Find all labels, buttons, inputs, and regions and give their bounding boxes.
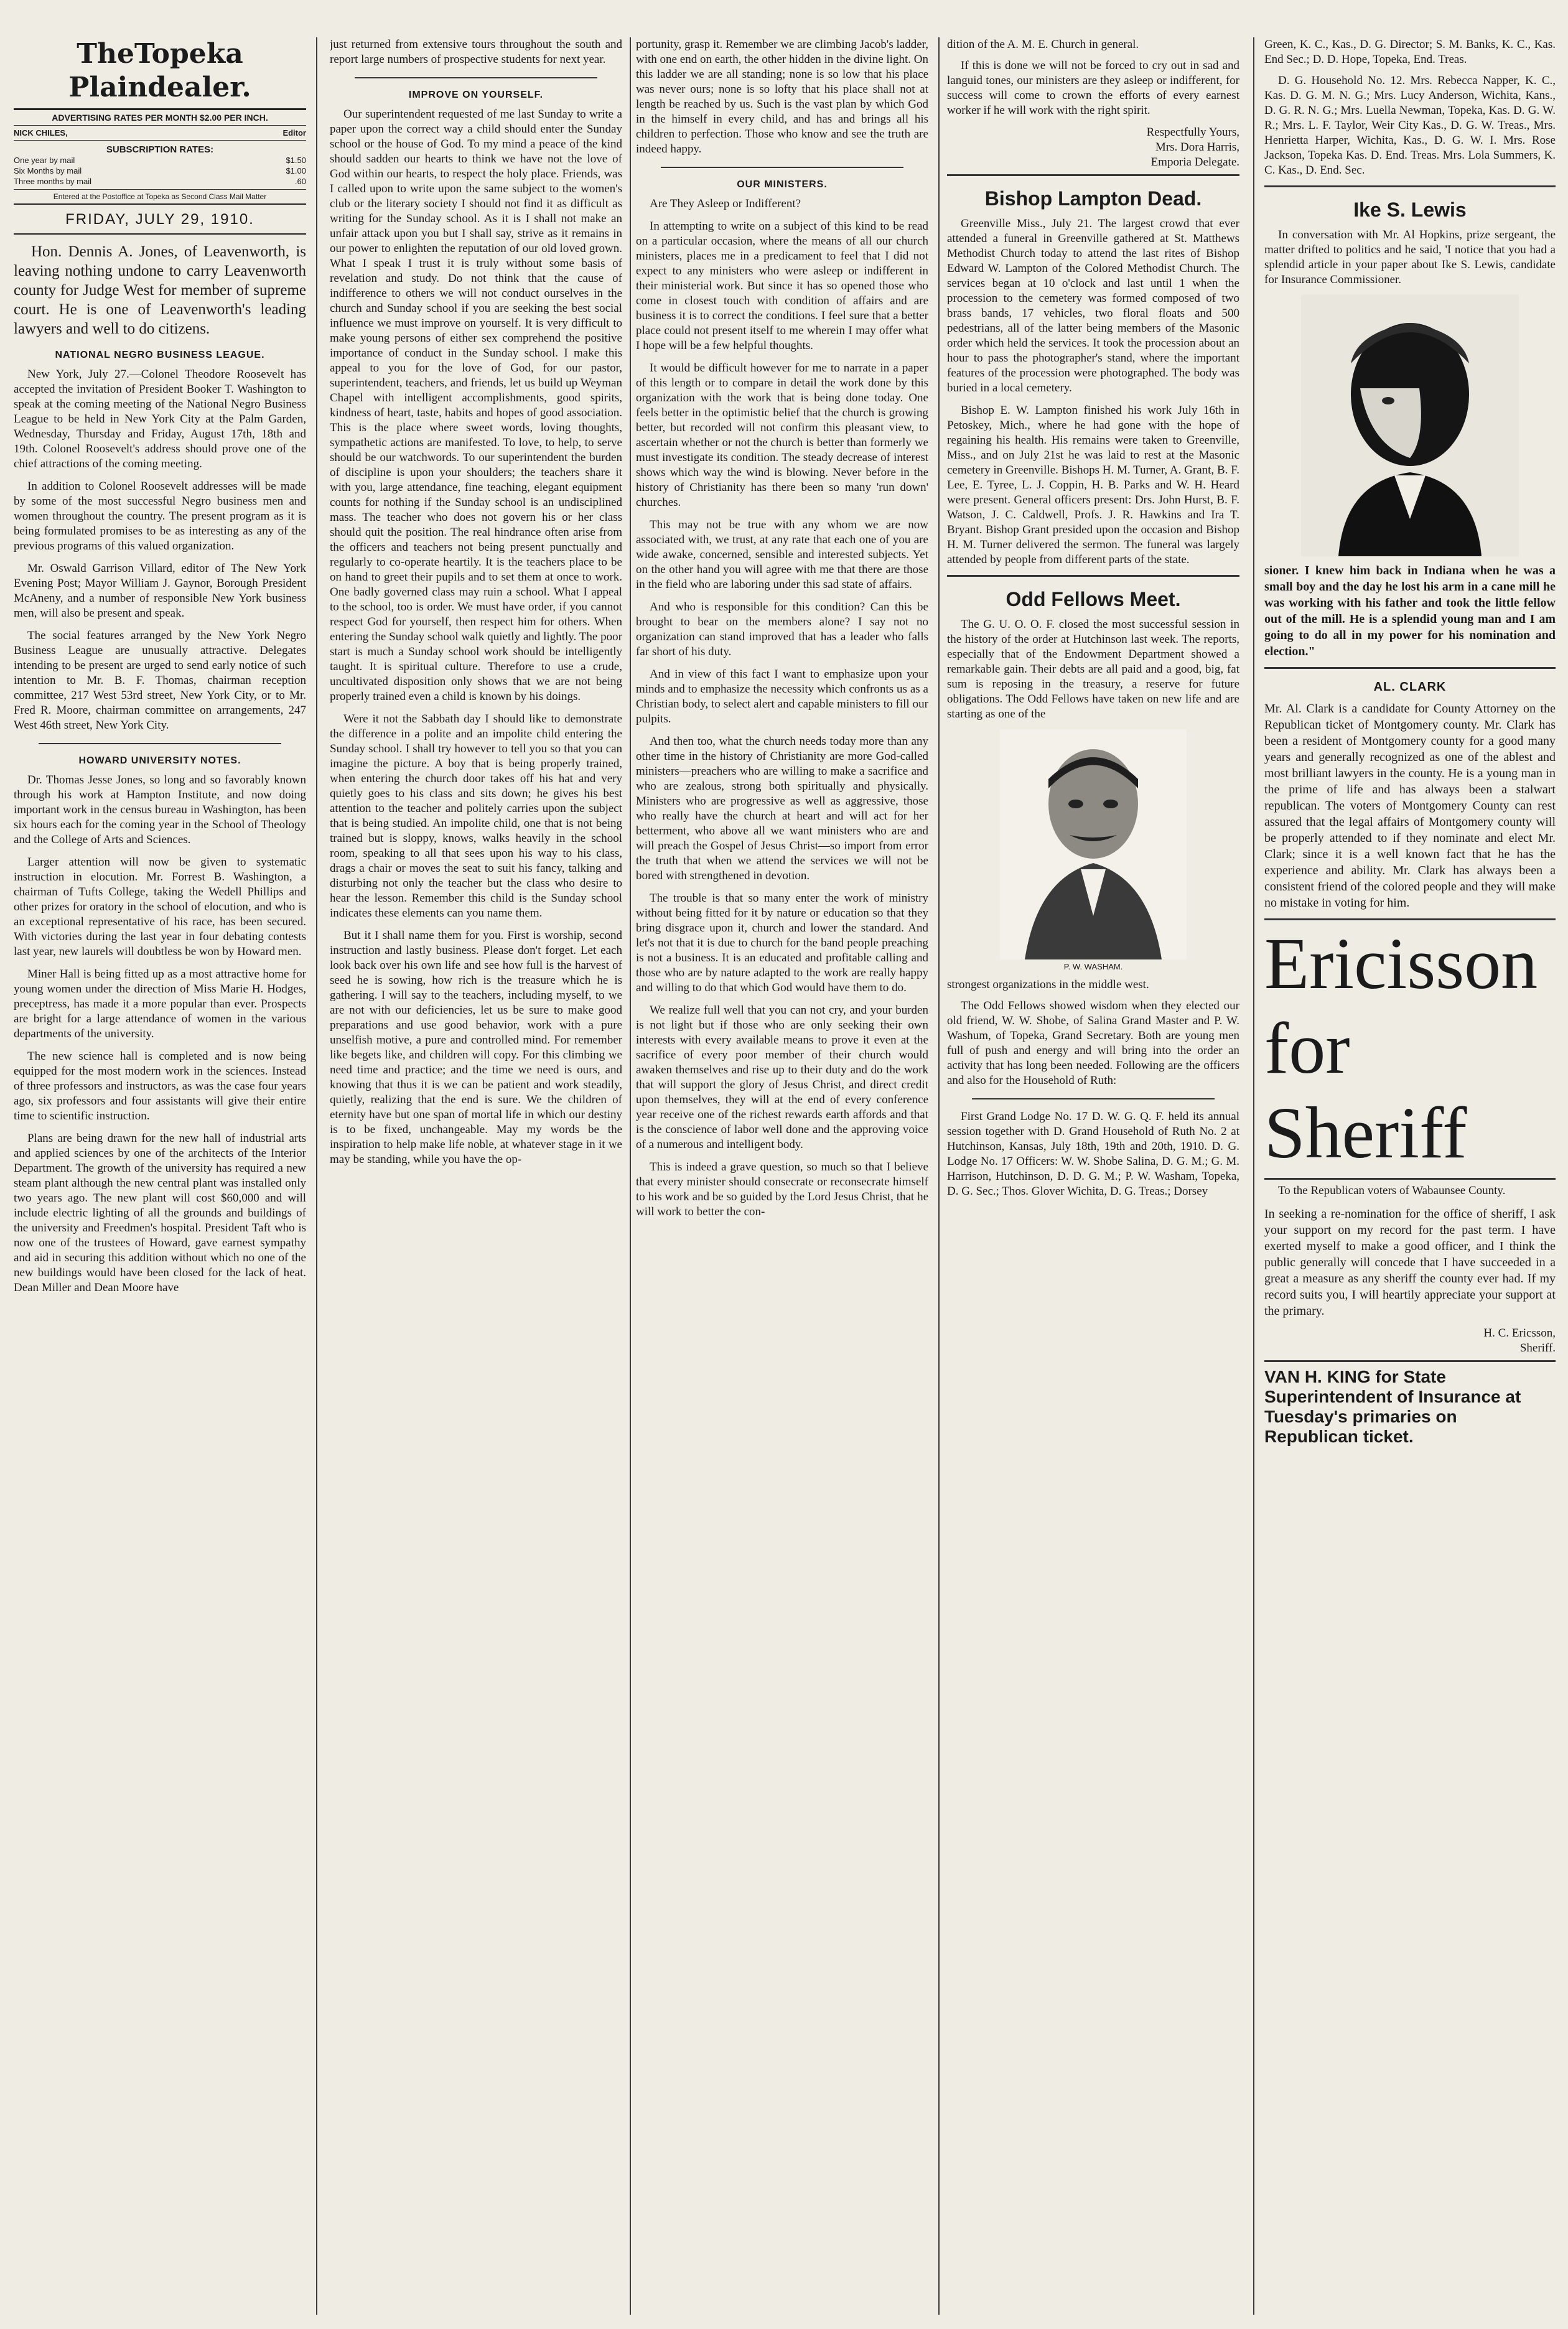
article-paragraph: Miner Hall is being fitted up as a most attractive home for young women under the direction of Miss Marie H. Hodges, preceptress, has made it a more popular than ever. Prospects are bright for a large attendance of women in the various departments of the university. — [14, 968, 306, 1040]
headline-bishop-lampton: Bishop Lampton Dead. — [984, 187, 1202, 210]
headline-ike-lewis: Ike S. Lewis — [1353, 198, 1467, 221]
headline-improve-yourself: IMPROVE ON YOURSELF. — [408, 90, 544, 100]
divider — [1264, 918, 1556, 920]
divider — [355, 77, 597, 78]
sheriff-ad-line: Sheriff — [1264, 1092, 1467, 1174]
article-paragraph: The G. U. O. O. F. closed the most successful session in the history of the order at Hutchinson last week. The reports, especially that of the Endowment Department showed a remarkable gain. Their debts are all paid and a good, big, fat sum is reposing in the treasury, a reserve for future obligations. The Odd Fellows have taken on new life and are starting as one of the — [947, 618, 1239, 721]
article-paragraph: In conversation with Mr. Al Hopkins, prize sergeant, the matter drifted to politics and he said, 'I notice that you had a splendid article in your paper about Ike S. Lewis, candidate for Insurance Commissioner. — [1264, 228, 1556, 286]
article-paragraph: sioner. I knew him back in Indiana when he was a small boy and the day he lost his arm in a cane mill he was working with his father and took the little fellow out of the mill. He is a splendid young man and I am going to do all in my power for his nomination and election." — [1264, 564, 1556, 658]
divider — [972, 1098, 1215, 1099]
editor-name: NICK CHILES, — [14, 128, 68, 138]
article-paragraph: This is indeed a grave question, so much so that I believe that every minister should consecrate or reconsecrate himself to his work and be so guided by the Lord Jesus Christ, that he will work to better the con- — [636, 1160, 928, 1218]
divider — [947, 575, 1239, 577]
subscription-price: .60 — [294, 177, 306, 186]
divider — [1264, 1178, 1556, 1180]
article-paragraph: It would be difficult however for me to narrate in a paper of this length or to compare in detail the work done by this organization with the work that is being done today. One feels better in the optimistic belief that the church is growing better, but recorded will not confirm this pleasant view, to ascertain whether or not the church is better than formerly we must investigate its condition. The steady decrease of interest shows which way the wind is blowing. Never before in the history of Christianity has there been so many 'run down' churches. — [636, 362, 928, 509]
column-rule — [1253, 37, 1254, 2315]
article-paragraph: Our superintendent requested of me last Sunday to write a paper upon the correct way a child should enter the Sunday school or the house of God. To my mind a peace of the kind should sadden our hearts to think we have not the love of God within our hearts, to respect the holy place. Friends, was I called upon to write upon the same subject to the women's club or the literary society I should not find it as difficult as writing for the Sunday school. As it is I shall not make an unfair attack upon you but I shall say, strive as it remains in our power to enlighten the reputation of our old loved grown. What I speak I trust it is truly without some basis of revelation and study. Do not think that the cause of indifference to others we will not conduct ourselves in the church and Sunday school if you are seeking the best social influence we must improve on yourself. It is very difficult to make young persons of either sex comprehend the positive importance of conduct in the Sunday school. I make this appeal to you for the love of God, for our pastor, superintendent, teachers, and friends, let us build up Weyman Chapel with intelligent accomplishments, good spirits, kindness of heart, taste, habits and hopes of good association. This is the place where sweet words, loving thoughts, sympathetic actions are manifested. To love, to help, to serve should be our watchwords. To our superintendent the burden of discipline is upon your shoulders; the teachers share it with you, large attendance, fine teaching, elegant equipment counts for nothing if the Sunday school is an undisciplined mass. The teacher who does not govern his or her class should quit the position. The real hindrance often arise from the officers and teachers not being present punctually and regularly to co-operate heartily. It is the teachers place to be on hand to greet their pupils and to set them at once to work. One badly governed class may ruin a school. What I appeal to the school, too is order. We must have order, if you cannot respect God for yourself, then respect him for others. When entering the Sunday school walk quietly and lightly. The poor start is much a Sunday school work should be intelligently taught. It is spiritual culture. Therefore to use a crude, uncultivated disposition only shows that we are not being properly trained even a child is known by his doings. — [330, 108, 622, 703]
headline-howard-notes: HOWARD UNIVERSITY NOTES. — [78, 755, 241, 766]
article-paragraph: Plans are being drawn for the new hall of industrial arts and applied sciences by one of the architects of the Interior Department. The growth of the university has required a new steam plant although the new central plant was installed only two years ago. The new plant will cost $60,000 and will include electric lighting of all the grounds and buildings of the university and Freedmen's hospital. President Taft who is now one of the trustees of Howard, gave earnest sympathy and aid in securing this addition without which no one of the new buildings would have been closed for the lack of heat. Dean Miller and Dean Moore have — [14, 1132, 306, 1294]
newspaper-page — [14, 37, 1556, 2315]
subscription-price: $1.00 — [286, 166, 306, 175]
signature-line: H. C. Ericsson, — [1483, 1327, 1556, 1340]
divider — [947, 174, 1239, 176]
article-paragraph: The social features arranged by the New York Negro Business League are unusually attractive. Delegates intending to be present are urged to send early notice of such intention to Mr. B. F. Thomas, chairman reception committee, 217 West 53rd street, New York City, or to Mr. Fred R. Moore, chairman committee on arrangements, 247 West 46th street, New York City. — [14, 629, 306, 732]
article-paragraph: Greenville Miss., July 21. The largest crowd that ever attended a funeral in Greenville gathered at St. Matthews Methodist Church today to attend the last rites of Bishop Edward W. Lampton of the Colored Methodist Church. The services began at 10 o'clock and last until 1 when the procession to the cemetery was formed composed of two brass bands, 17 vehicles, two floral floats and 500 pedestrians, all of the latter being members of the Masonic order which held the services. It took the procession about an hour to pass the photographer's stand, where the important features of the procession were photographed. The body was buried in a local cemetery. — [947, 217, 1239, 394]
article-paragraph: Bishop E. W. Lampton finished his work July 16th in Petoskey, Mich., where he had gone with the hope of regaining his health. His remains were taken to Greenville, Miss., and on July 21st he was laid to rest at the Masonic cemetery in Greenville. Bishops H. M. Turner, A. Grant, B. F. Lee, E. Tyree, L. J. Coppin, H. B. Parks and W. H. Heard were present. General officers present: Drs. John Hurst, B. F. Watson, J. C. Caldwell, Profs. J. R. Hawkins and Ira T. Bryant. Bishop Grant presided upon the occasion and Bishop H. M. Turner delivered the sermon. The funeral was largely attended by people from different parts of the state. — [947, 404, 1239, 566]
subscription-label: Six Months by mail — [14, 166, 82, 175]
masthead-title: TheTopeka Plaindealer. — [14, 37, 306, 110]
continued-text: dition of the A. M. E. Church in general. — [947, 38, 1139, 51]
article-subhead: Are They Asleep or Indifferent? — [650, 197, 801, 210]
divider — [661, 167, 903, 168]
column-2 — [330, 37, 622, 1175]
article-paragraph: Mr. Oswald Garrison Villard, editor of The New York Evening Post; Mayor William J. Gaynor, Borough President McAneny, and a number of responsible New York business men, will also be present and speak. — [14, 562, 306, 620]
photo-caption: P. W. WASHAM. — [1063, 962, 1123, 971]
article-paragraph: D. G. Household No. 12. Mrs. Rebecca Napper, K. C., Kas. D. G. M. N. G.; Mrs. Lucy Anderson, Wichita, Kans., D. G. R. N. G.; Mrs. Luella Newman, Topeka, Kas. D. G. W. R.; Mrs. L. F. Taylor, Weir City Kas., D. G. W. Treas., Mrs. Henrietta Harper, Wichita, Kas., D. G. W. I. Mrs. Rose Jackson, Topeka Kas. D. End. Treas. Mrs. Lola Summers, K. C. Kas., D. End. Sec. — [1264, 74, 1556, 177]
article-paragraph: New York, July 27.—Colonel Theodore Roosevelt has accepted the invitation of President Booker T. Washington to speak at the coming meeting of the National Negro Business League to be held in New York City at the Palm Garden, Wednesday, Thursday and Friday, August 17th, 18th and 19th. Colonel Roosevelt's address should prove one of the chief attractions of the coming meeting. — [14, 368, 306, 470]
article-paragraph: We realize full well that you can not cry, and your burden is not light but if those who are only seeking their own interests with every available means to prove it even at the sacrifice of every poor member of their church would awaken themselves and rise up to their duty and do the work that will support the glory of Jesus Christ, and direct credit upon themselves, they will at the end of every conference year receive one of the richest rewards earth affords and that is the conscience of labor well done and the approving voice of a numerous and intelligent body. — [636, 1004, 928, 1151]
column-5 — [1264, 37, 1556, 1447]
column-3 — [636, 37, 928, 1227]
article-paragraph: And then too, what the church needs today more than any other time in the history of Christianity are more God-called ministers—preachers who are willing to make a sacrifice and who are zealous, strong both spiritually and physically. Ministers who are progressive as well as aggressive, those who really have the church at heart and will act for her betterment, who above all we want ministers who are and will preach the Gospel of Jesus Christ—so import from error the truth that when we attend the services we will not be bored with strengthened in devotion. — [636, 735, 928, 882]
column-1 — [14, 37, 306, 1303]
signature-line: Mrs. Dora Harris, — [1155, 141, 1239, 154]
article-paragraph: In attempting to write on a subject of this kind to be read on a particular occasion, where the means of all our church ministers, places me in a predicament to feel that I did not expect to any ministers who were asleep or indifferent in their ministerial work. But since it has so opened those who come in closest touch with condition of affairs and are business it is to correct the conditions. I feel sure that a better place could not present itself to me wherein I may offer what I hope will be a few helpful thoughts. — [636, 220, 928, 352]
article-paragraph: But it I shall name them for you. First is worship, second instruction and lastly business. Please don't forget. Let each look back over his own life and see how full is the harvest of seed he is sowing, how rich is the treasure which he is gathering. I will say to the teachers, including myself, to we are not with our deficiencies, let us be sure to make good preparations and use good behavior, work with a pure unselfish motive, a pure and controlled mind. For remember like begets like, and children will copy. For this climbing we need time and practice; and the time we need is ours, and knowing that thus it is we can be patient and work steadily, quietly, realizing that the end is sure. We the children of eternity have but one span of mortal life in which our destiny is to be fixed, unchangeable. May my words be the inspiration to help make life noble, at whatever stage in it we may be standing, while you have the op- — [330, 929, 622, 1166]
subscription-price: $1.50 — [286, 156, 306, 165]
article-paragraph: And in view of this fact I want to emphasize upon your minds and to emphasize the necessity which confronts us as a Christian body, to select alert and capable ministers to fill our pulpits. — [636, 668, 928, 726]
article-paragraph: Dr. Thomas Jesse Jones, so long and so favorably known through his work at Hampton Institute, and now doing important work in the census bureau in Washington, has been six hours each for the coming year in the School of Theology and the College of Arts and Sciences. — [14, 773, 306, 846]
article-paragraph: Mr. Al. Clark is a candidate for County Attorney on the Republican ticket of Montgomery county. Mr. Clark has been a resident of Montgomery county for a good many years and generally recognized as one of the ablest and most brilliant lawyers in the county. He is a young man in the prime of life and has always been a stalwart republican. The voters of Montgomery County can rest assured that the legal affairs of Montgomery county will be properly attended to if they nominate and elect Mr. Clark; since it is a well known fact that he has the experience and ability. Mr. Clark has always been a consistent friend of the colored people and they will make no mistake in voting for him. — [1264, 702, 1556, 910]
article-paragraph: First Grand Lodge No. 17 D. W. G. Q. F. held its annual session together with D. Grand Household of Ruth No. 2 at Hutchinson, Kansas, July 18th, 19th and 20th, 1910. D. G. Lodge No. 17 Officers: W. W. Shobe Salina, D. G. M.; G. M. Harrison, Hutchinson, D. D. G. M.; P. W. Washam, Topeka, D. G. Sec.; Thos. Glover Wichita, D. G. Treas.; Dorsey — [947, 1110, 1239, 1198]
subscription-row — [14, 166, 306, 176]
issue-date: FRIDAY, JULY 29, 1910. — [14, 208, 306, 235]
divider — [1264, 1360, 1556, 1362]
article-paragraph: If this is done we will not be forced to cry out in sad and languid tones, our ministers are they asleep or indifferent, for success will come to crown the efforts of every earnest worker if he will work with the right spirit. — [947, 59, 1239, 117]
article-paragraph: In addition to Colonel Roosevelt addresses will be made by some of the most successful Negro business men and women throughout the country. The present program as it is being formulated promises to be as interesting as any of the previous programs of this valued organization. — [14, 480, 306, 553]
advertising-rates: ADVERTISING RATES PER MONTH $2.00 PER INCH. — [14, 110, 306, 126]
lead-paragraph: Hon. Dennis A. Jones, of Leavenworth, is leaving nothing undone to carry Leavenworth county for Judge West for member of supreme court. He is one of Leavenworth's leading lawyers and well to do citizens. — [14, 243, 306, 337]
continued-text: portunity, grasp it. Remember we are climbing Jacob's ladder, with one end on earth, the other hidden in the divine light. On this ladder we are all standing; none is so low that his place was never ours; none is so lofty that his place shall not at length be reached by us. Such is the vast plan by which God in the himself in every child, and has and brings all his children to perfection. Those who know and see the truth are indeed happy. — [636, 38, 928, 156]
article-paragraph: This may not be true with any whom we are now associated with, we trust, at any rate that each one of you are wide awake, concerned, sensible and interested subjects. Yet on the other hand you will agree with me that there are those in the field who are laboring under this sad state of affairs. — [636, 518, 928, 591]
editor-label: Editor — [282, 128, 306, 138]
divider — [39, 743, 281, 744]
subscription-label: One year by mail — [14, 156, 75, 165]
signature-line: Sheriff. — [1519, 1342, 1556, 1355]
divider — [1264, 667, 1556, 669]
continued-text: just returned from extensive tours throughout the south and report large numbers of prospective students for next year. — [330, 38, 622, 66]
subscription-heading: SUBSCRIPTION RATES: — [106, 144, 214, 155]
article-paragraph: And who is responsible for this condition? Can this be brought to bear on the members alone? I say not no organization can stand improved that has a leader who falls far short of his duty. — [636, 600, 928, 658]
subscription-row — [14, 176, 306, 187]
portrait-image — [1000, 729, 1187, 959]
headline-our-ministers: OUR MINISTERS. — [737, 179, 828, 190]
subscription-row — [14, 155, 306, 166]
article-paragraph: Larger attention will now be given to systematic instruction in elocution. Mr. Forrest B. Washington, a chairman of Tufts College, taking the Wedell Phillips and other prizes for oratory in the school of elocution, and who is an exceptional representative of his race, has been secured. With victories during the last year in four debating contests last year, new laurels will doubtless be won by Howard men. — [14, 856, 306, 958]
article-paragraph: The Odd Fellows showed wisdom when they elected our old friend, W. W. Shobe, of Salina Grand Master and P. W. Washum, of Topeka, Grand Secretary. Both are young men full of push and energy and will bring into the order an activity that has long been needed. Following are the officers and also for the Household of Ruth: — [947, 999, 1239, 1087]
column-rule — [316, 37, 317, 2315]
editor-line — [14, 126, 306, 141]
continued-text: Green, K. C., Kas., D. G. Director; S. M. Banks, K. C., Kas. End Sec.; D. D. Hope, Topeka, End. Treas. — [1264, 38, 1556, 66]
article-paragraph: The trouble is that so many enter the work of ministry without being fitted for it by nature or education so that they bring disgrace upon it, church and lower the standard. And let's not that it is due to church for the band people preaching is not a business. It is an educated and profitable calling and those who are by nature adapted to the work are really happy and willing to do that which God would have them to do. — [636, 892, 928, 994]
headline-business-league: NATIONAL NEGRO BUSINESS LEAGUE. — [55, 350, 265, 360]
article-paragraph: The new science hall is completed and is now being equipped for the most modern work in the sciences. Instead of three professors and instructors, as was the case four years ago, six professors and four assistants will give their entire time to scientific instruction. — [14, 1050, 306, 1122]
signature-line: Emporia Delegate. — [1150, 156, 1239, 169]
article-paragraph: To the Republican voters of Wabaunsee County. — [1278, 1184, 1506, 1197]
sheriff-ad-line: Ericisson — [1264, 923, 1538, 1004]
article-paragraph: Were it not the Sabbath day I should like to demonstrate the difference in a polite and an impolite child entering the Sunday school. I shall try however to tell you so that you can imagine the picture. A boy that is being properly trained, when entering the church door takes off his hat and very quietly goes to his class and sits down; he gives his best attention to the teacher and politely carries upon the subject that is being studied. An impolite child, one that is not being trained but is sloppy, knows, walks heavily in the school room, speaking to all that sees upon his way to his class, drags a chair or moves the seat to suit his fancy, talking and disturbing not only the teacher but the class who desire to hear the lesson. Remember this child is the Sunday school indicates these elements can you name them. — [330, 712, 622, 920]
insurance-ad: VAN H. KING for State Superintendent of Insurance at Tuesday's primaries on Republican ticket. — [1264, 1367, 1521, 1446]
headline-odd-fellows: Odd Fellows Meet. — [1006, 588, 1181, 610]
sheriff-ad-line: for — [1264, 1007, 1350, 1089]
column-rule — [938, 37, 940, 2315]
portrait-photo — [1000, 729, 1187, 971]
article-paragraph: In seeking a re-nomination for the office of sheriff, I ask your support on my record for the past term. I have exerted myself to make a good officer, and I think the public generally will concede that I have succeeded in a great a measure as any sheriff the county ever had. If my record suits you, I will heartily appreciate your support at the primary. — [1264, 1207, 1556, 1318]
column-rule — [630, 37, 631, 2315]
article-paragraph: strongest organizations in the middle west. — [947, 978, 1149, 991]
subscription-label: Three months by mail — [14, 177, 91, 186]
column-4 — [947, 37, 1239, 1207]
signature-line: Respectfully Yours, — [1146, 126, 1239, 139]
headline-al-clark: AL. CLARK — [1373, 680, 1447, 694]
portrait-image — [1301, 295, 1519, 556]
portrait-photo — [1301, 295, 1519, 556]
postal-notice: Entered at the Postoffice at Topeka as Second Class Mail Matter — [14, 189, 306, 205]
divider — [1264, 185, 1556, 187]
